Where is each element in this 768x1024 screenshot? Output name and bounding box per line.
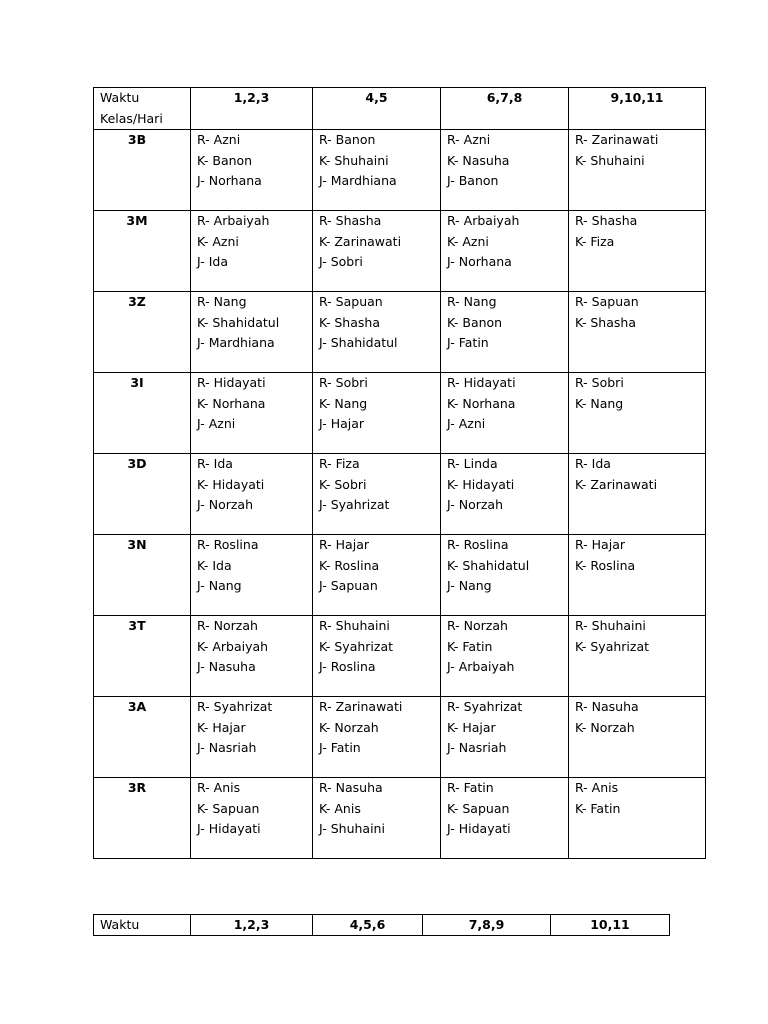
assignment-line: K- Roslina <box>575 557 636 573</box>
assignment-line: R- Sapuan <box>319 294 383 309</box>
header-label-cell <box>94 88 191 130</box>
assignment-cell <box>191 211 313 292</box>
assignment-cell <box>191 292 313 373</box>
assignment-cell <box>313 535 441 616</box>
assignment-cell <box>569 697 706 778</box>
assignment-cell <box>191 697 313 778</box>
assignment-line: J- Ida <box>197 254 229 269</box>
schedule-row <box>94 292 706 373</box>
assignment-line: J- Norhana <box>197 173 262 188</box>
assignment-line: J- Shuhaini <box>319 821 385 836</box>
assignment-line: K- Hajar <box>447 719 496 735</box>
assignment-line: K- Syahrizat <box>575 638 650 654</box>
assignment-line: J- Mardhiana <box>197 335 275 350</box>
assignment-line: K- Sapuan <box>447 800 510 816</box>
assignment-line: R- Fiza <box>319 456 360 471</box>
schedule-body <box>94 130 706 859</box>
assignment-cell <box>313 454 441 535</box>
assignment-cell <box>569 292 706 373</box>
assignment-line: R- Anis <box>575 780 619 795</box>
assignment-line: K- Shuhaini <box>319 152 389 168</box>
assignment-line: K- Banon <box>197 152 253 168</box>
assignment-line: R- Syahrizat <box>447 699 523 714</box>
assignment-line: K- Norzah <box>575 719 635 735</box>
assignment-line: K- Banon <box>447 314 503 330</box>
assignment-cell <box>569 130 706 211</box>
assignment-line: J- Norhana <box>447 254 512 269</box>
header-slot: 4,5 <box>313 88 441 130</box>
assignment-line: R- Roslina <box>447 537 509 552</box>
assignment-cell <box>441 454 569 535</box>
assignment-line: R- Sobri <box>575 375 624 390</box>
assignment-line: J- Nang <box>197 578 242 593</box>
assignment-line: R- Fatin <box>447 780 494 795</box>
assignment-line: R- Hajar <box>319 537 369 552</box>
assignment-cell <box>191 130 313 211</box>
second-table <box>93 914 670 936</box>
second-table-slot: 4,5,6 <box>313 915 423 936</box>
assignment-line: K- Fiza <box>575 233 615 249</box>
assignment-line: J- Shahidatul <box>319 335 398 350</box>
assignment-cell <box>441 211 569 292</box>
assignment-line: R- Shuhaini <box>575 618 646 633</box>
assignment-line: J- Nang <box>447 578 492 593</box>
second-table-slot: 7,8,9 <box>423 915 551 936</box>
assignment-cell <box>313 373 441 454</box>
assignment-line: K- Nang <box>575 395 624 411</box>
assignment-line: J- Syahrizat <box>319 497 390 512</box>
assignment-line: R- Arbaiyah <box>197 213 270 228</box>
assignment-line: K- Syahrizat <box>319 638 394 654</box>
schedule-row <box>94 454 706 535</box>
assignment-cell <box>569 778 706 859</box>
assignment-line: R- Arbaiyah <box>447 213 520 228</box>
assignment-line: R- Norzah <box>197 618 258 633</box>
assignment-cell <box>441 130 569 211</box>
assignment-line: K- Shahidatul <box>197 314 280 330</box>
assignment-line: R- Zarinawati <box>319 699 403 714</box>
assignment-line: K- Norhana <box>197 395 266 411</box>
schedule-row <box>94 616 706 697</box>
kelas-cell: 3T <box>94 616 191 697</box>
assignment-line: J- Banon <box>447 173 499 188</box>
header-label-kelas-hari: Kelas/Hari <box>100 110 163 126</box>
assignment-line: R- Zarinawati <box>575 132 659 147</box>
assignment-cell <box>569 454 706 535</box>
assignment-line: R- Azni <box>447 132 491 147</box>
assignment-line: K- Anis <box>319 800 361 816</box>
assignment-line: J- Hidayati <box>197 821 261 836</box>
assignment-line: K- Norzah <box>319 719 379 735</box>
assignment-line: J- Nasuha <box>197 659 256 674</box>
assignment-line: R- Sapuan <box>575 294 639 309</box>
assignment-line: K- Shuhaini <box>575 152 645 168</box>
assignment-line: K- Shasha <box>319 314 380 330</box>
assignment-cell <box>441 373 569 454</box>
assignment-line: K- Arbaiyah <box>197 638 269 654</box>
assignment-line: J- Hajar <box>319 416 365 431</box>
assignment-line: R- Nasuha <box>319 780 383 795</box>
assignment-cell <box>569 535 706 616</box>
assignment-line: R- Shasha <box>575 213 638 228</box>
schedule-row <box>94 373 706 454</box>
header-slot: 1,2,3 <box>191 88 313 130</box>
assignment-line: J- Mardhiana <box>319 173 397 188</box>
second-table-slot: 1,2,3 <box>191 915 313 936</box>
assignment-cell <box>313 697 441 778</box>
assignment-line: K- Fatin <box>447 638 493 654</box>
assignment-cell <box>191 373 313 454</box>
header-row <box>94 88 706 130</box>
assignment-cell <box>313 616 441 697</box>
assignment-line: K- Norhana <box>447 395 516 411</box>
assignment-cell <box>441 535 569 616</box>
kelas-cell: 3R <box>94 778 191 859</box>
assignment-line: J- Arbaiyah <box>447 659 515 674</box>
assignment-line: R- Hidayati <box>447 375 516 390</box>
assignment-line: J- Sobri <box>319 254 363 269</box>
assignment-line: R- Nasuha <box>575 699 639 714</box>
assignment-cell <box>191 778 313 859</box>
assignment-line: R- Syahrizat <box>197 699 273 714</box>
assignment-line: J- Norzah <box>447 497 504 512</box>
schedule-row <box>94 130 706 211</box>
assignment-cell <box>569 373 706 454</box>
assignment-line: K- Shasha <box>575 314 636 330</box>
assignment-line: R- Shuhaini <box>319 618 390 633</box>
schedule-table <box>93 87 706 859</box>
assignment-cell <box>191 454 313 535</box>
assignment-line: R- Banon <box>319 132 376 147</box>
assignment-line: K- Azni <box>197 233 239 249</box>
assignment-line: K- Azni <box>447 233 489 249</box>
assignment-line: R- Nang <box>447 294 497 309</box>
schedule-row <box>94 778 706 859</box>
assignment-line: K- Roslina <box>319 557 380 573</box>
schedule-row <box>94 535 706 616</box>
kelas-cell: 3I <box>94 373 191 454</box>
assignment-line: J- Fatin <box>319 740 361 755</box>
assignment-cell <box>191 616 313 697</box>
second-table-row <box>94 915 670 936</box>
assignment-cell <box>441 697 569 778</box>
assignment-cell <box>313 778 441 859</box>
assignment-line: J- Sapuan <box>319 578 378 593</box>
header-slot: 9,10,11 <box>569 88 706 130</box>
assignment-line: K- Zarinawati <box>319 233 402 249</box>
assignment-line: K- Sobri <box>319 476 367 492</box>
assignment-line: R- Sobri <box>319 375 368 390</box>
assignment-line: R- Norzah <box>447 618 508 633</box>
assignment-line: J- Azni <box>197 416 236 431</box>
second-table-label: Waktu <box>94 915 191 936</box>
kelas-cell: 3B <box>94 130 191 211</box>
assignment-cell <box>191 535 313 616</box>
assignment-line: K- Hajar <box>197 719 246 735</box>
assignment-line: J- Roslina <box>319 659 376 674</box>
assignment-line: J- Hidayati <box>447 821 511 836</box>
assignment-line: J- Fatin <box>447 335 489 350</box>
assignment-cell <box>313 211 441 292</box>
assignment-line: R- Hajar <box>575 537 625 552</box>
assignment-line: R- Ida <box>197 456 233 471</box>
assignment-line: R- Hidayati <box>197 375 266 390</box>
assignment-line: J- Norzah <box>197 497 254 512</box>
assignment-line: K- Hidayati <box>197 476 265 492</box>
kelas-cell: 3N <box>94 535 191 616</box>
assignment-line: K- Zarinawati <box>575 476 658 492</box>
schedule-row <box>94 697 706 778</box>
header-label-waktu: Waktu <box>100 90 140 105</box>
assignment-line: K- Hidayati <box>447 476 515 492</box>
second-table-slot: 10,11 <box>551 915 670 936</box>
kelas-cell: 3M <box>94 211 191 292</box>
assignment-cell <box>441 292 569 373</box>
assignment-line: R- Shasha <box>319 213 382 228</box>
assignment-line: J- Nasriah <box>447 740 507 755</box>
assignment-cell <box>441 616 569 697</box>
assignment-cell <box>569 211 706 292</box>
assignment-cell <box>569 616 706 697</box>
assignment-line: R- Ida <box>575 456 611 471</box>
kelas-cell: 3D <box>94 454 191 535</box>
assignment-line: R- Nang <box>197 294 247 309</box>
assignment-cell <box>313 130 441 211</box>
assignment-line: K- Nang <box>319 395 368 411</box>
assignment-line: R- Roslina <box>197 537 259 552</box>
assignment-line: J- Nasriah <box>197 740 257 755</box>
assignment-line: J- Azni <box>447 416 486 431</box>
header-slot: 6,7,8 <box>441 88 569 130</box>
assignment-cell <box>441 778 569 859</box>
kelas-cell: 3Z <box>94 292 191 373</box>
assignment-line: R- Linda <box>447 456 498 471</box>
assignment-line: K- Shahidatul <box>447 557 530 573</box>
assignment-line: K- Ida <box>197 557 232 573</box>
assignment-line: R- Anis <box>197 780 241 795</box>
assignment-line: K- Fatin <box>575 800 621 816</box>
assignment-line: K- Nasuha <box>447 152 510 168</box>
assignment-line: R- Azni <box>197 132 241 147</box>
assignment-cell <box>313 292 441 373</box>
schedule-row <box>94 211 706 292</box>
assignment-line: K- Sapuan <box>197 800 260 816</box>
kelas-cell: 3A <box>94 697 191 778</box>
